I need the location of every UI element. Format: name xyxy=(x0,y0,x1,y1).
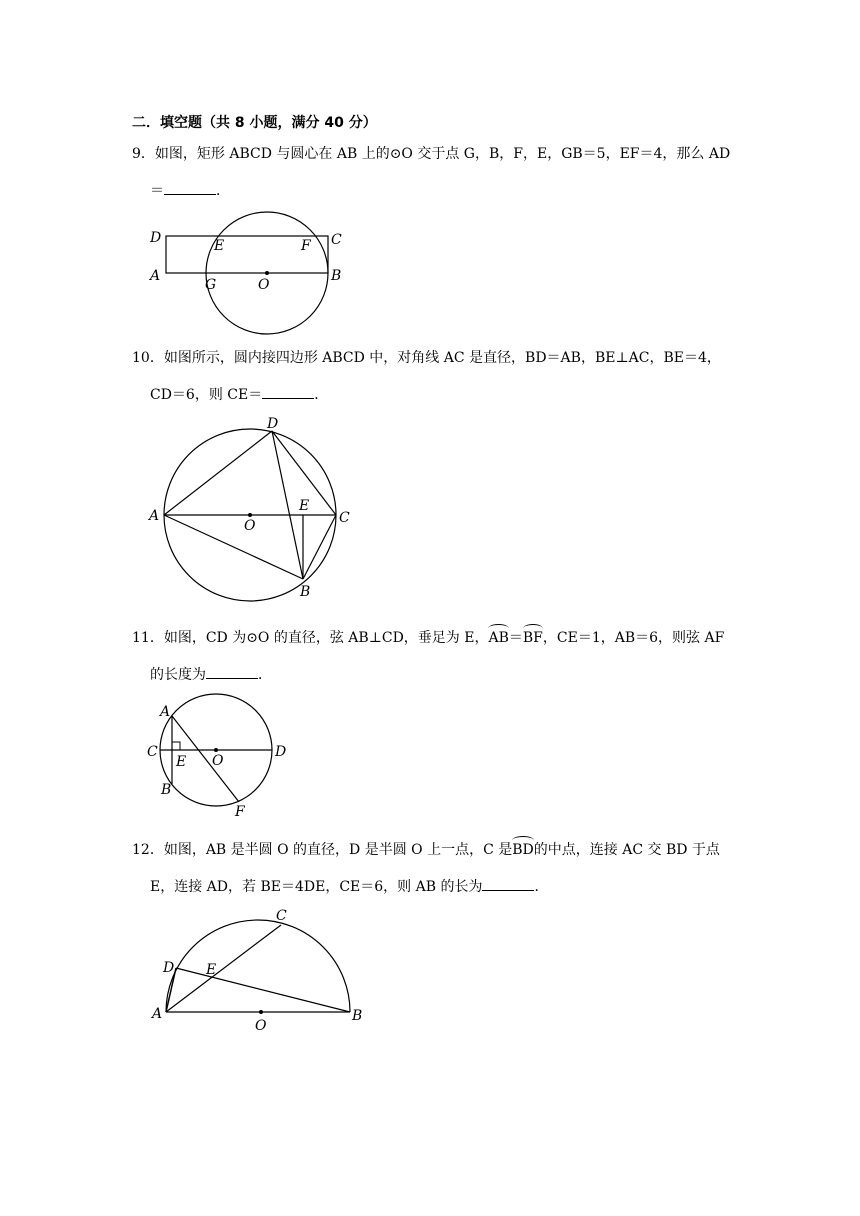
q11-prefix-line2: 的长度为 xyxy=(150,667,206,683)
q11-label-E: E xyxy=(176,754,187,770)
q11-arc-equals: ＝ xyxy=(508,630,523,646)
q10-label-D: D xyxy=(267,416,279,432)
q11-suffix-line1: ，CE＝1，AB＝6，则弦 AF xyxy=(542,630,725,646)
q12-label-D: D xyxy=(163,960,175,976)
q12-line-AC xyxy=(166,925,281,1012)
q11-arc-AB: AB xyxy=(488,630,509,646)
q10-label-A: A xyxy=(149,508,160,524)
q11-label-B: B xyxy=(161,782,172,798)
q9-label-A: A xyxy=(150,268,161,284)
q12-suffix-line2: ． xyxy=(534,879,549,895)
q9-label-F: F xyxy=(301,238,311,254)
q11-label-O: O xyxy=(212,753,224,769)
q9-label-B: B xyxy=(331,268,342,284)
q9-label-G: G xyxy=(205,277,217,293)
q10-label-C: C xyxy=(339,510,350,526)
q9-label-E: E xyxy=(214,238,225,254)
q10-text-line1: 10．如图所示，圆内接四边形 ABCD 中，对角线 AC 是直径，BD＝AB，BE⊥AC，BE＝4， xyxy=(132,350,721,366)
q12-semicircle xyxy=(166,920,350,1012)
q10-label-O: O xyxy=(244,518,256,534)
q9-label-D: D xyxy=(150,230,162,246)
q12-prefix: 12．如图，AB 是半圆 O 的直径，D 是半圆 O 上一点，C 是 xyxy=(132,842,513,858)
q12-center-dot xyxy=(259,1010,263,1014)
q11-label-C: C xyxy=(147,744,158,760)
q10-prefix: CD＝6，则 CE＝ xyxy=(150,387,263,403)
q10-label-E: E xyxy=(299,498,310,514)
q11-suffix-line2: ． xyxy=(258,667,272,683)
q9-prefix: ＝ xyxy=(150,183,164,199)
q11-label-D: D xyxy=(275,744,287,760)
q9-text-line1: 9．如图，矩形 ABCD 与圆心在 AB 上的⊙O 交于点 G，B，F，E，GB＝5，EF＝4，那么 AD xyxy=(132,146,731,162)
q11-prefix: 11．如图，CD 为⊙O 的直径，弦 AB⊥CD，垂足为 E， xyxy=(132,630,489,646)
q11-arc-BF: BF xyxy=(522,630,543,646)
q9-label-O: O xyxy=(258,277,270,293)
q10-suffix: ． xyxy=(314,387,329,403)
q12-label-C: C xyxy=(276,908,287,924)
section-title: 二．填空题（共 8 小题，满分 40 分） xyxy=(132,115,377,131)
q12-label-E: E xyxy=(206,962,217,978)
q10-label-B: B xyxy=(300,584,311,600)
q9-suffix: ． xyxy=(216,183,230,199)
q9-label-C: C xyxy=(331,232,342,248)
q11-label-F: F xyxy=(235,804,245,820)
q12-prefix-line2: E，连接 AD，若 BE＝4DE，CE＝6，则 AB 的长为 xyxy=(150,879,483,895)
q12-suffix-line1: 的中点，连接 AC 交 BD 于点 xyxy=(533,842,720,858)
q12-arc-BD: BD xyxy=(512,842,534,858)
q11-label-A: A xyxy=(160,704,171,720)
q12-label-B: B xyxy=(352,1008,363,1024)
q12-line-DB xyxy=(176,968,350,1012)
q12-label-O: O xyxy=(255,1018,267,1034)
q12-label-A: A xyxy=(152,1006,163,1022)
